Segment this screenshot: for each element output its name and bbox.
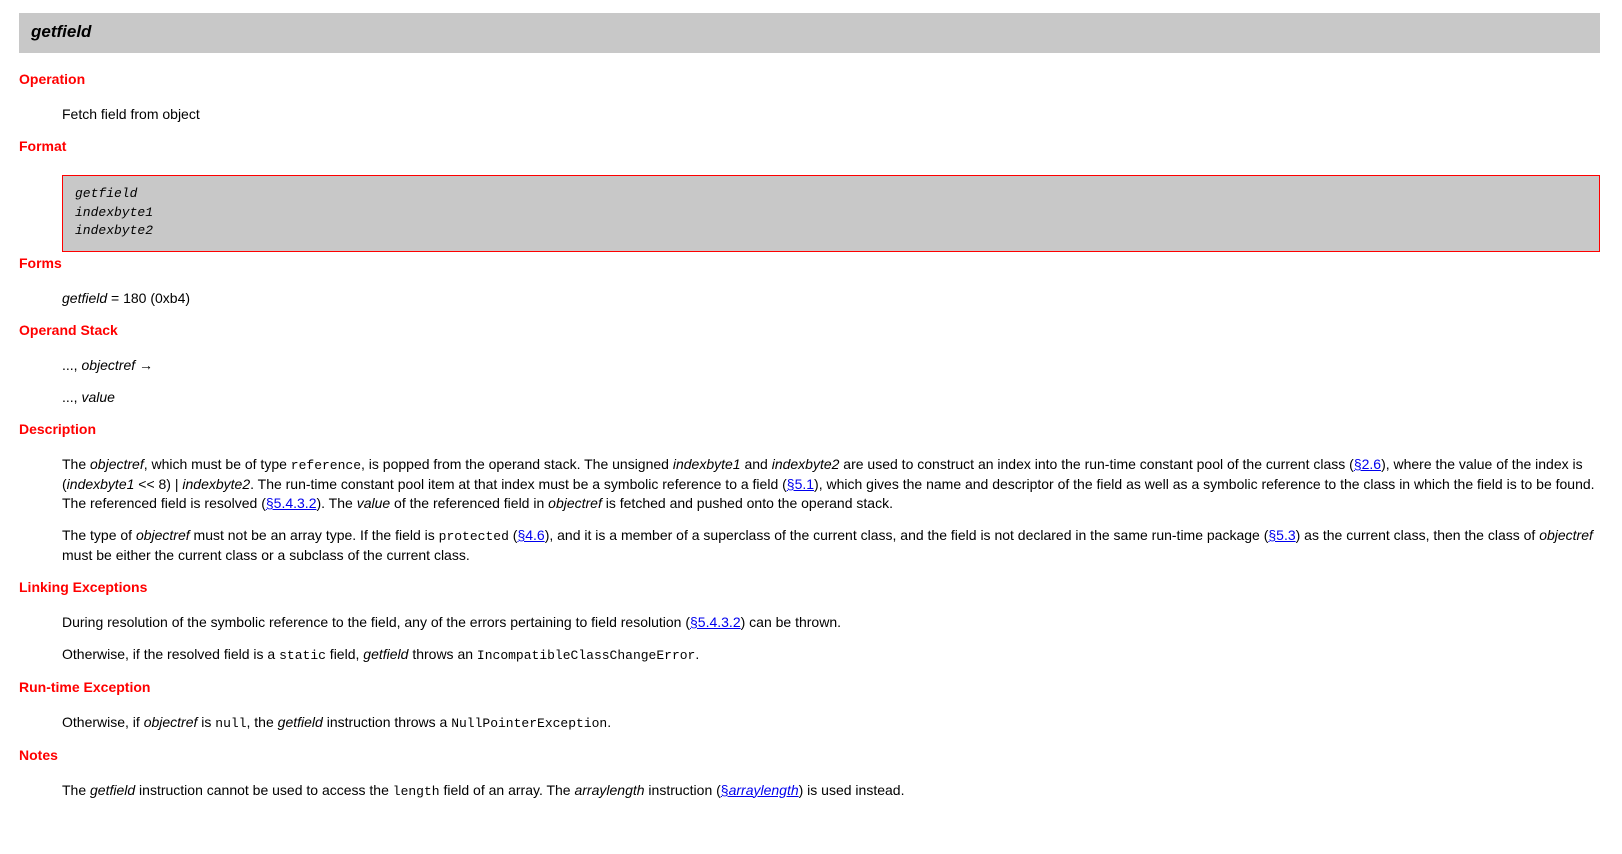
instruction-title: getfield bbox=[19, 13, 1600, 53]
link-section-5-4-3-2[interactable]: §5.4.3.2 bbox=[690, 613, 741, 630]
operation-heading: Operation bbox=[19, 71, 86, 87]
linking-exceptions-paragraph-1: During resolution of the symbolic reference to the field, any of the errors pertaining to field resolution (§5.4.3.2) can be thrown. bbox=[62, 613, 841, 630]
linking-exceptions-heading: Linking Exceptions bbox=[19, 578, 148, 595]
description-heading: Description bbox=[19, 420, 97, 437]
format-box bbox=[62, 175, 1600, 252]
forms-name: getfield bbox=[62, 289, 108, 306]
stack-prefix: ..., bbox=[62, 388, 82, 405]
operand-stack-heading: Operand Stack bbox=[19, 321, 118, 338]
linking-exceptions-paragraph-2: Otherwise, if the resolved field is a static field, getfield throws an IncompatibleClassChangeError. bbox=[62, 645, 700, 663]
stack-prefix: ..., bbox=[62, 356, 82, 373]
link-section-5-4-3-2[interactable]: §5.4.3.2 bbox=[265, 494, 317, 511]
description-paragraph-1: The objectref, which must be of type reference, is popped from the operand stack. The unsigned indexbyte1 and indexbyte2 are used to construct an index into the run-time constant pool of the current class (§2.6), where the value of the index is (indexbyte1 << 8) | indexbyte2. The run-time constant pool item at that index must be a symbolic reference to a field (§5.1), which gives the name and descriptor of the field as well as a symbolic reference to the class in which the field is to be found. The referenced field is resolved (§5.4.3.2). The value of the referenced field in objectref is fetched and pushed onto the operand stack. bbox=[62, 455, 1595, 511]
operand-stack-after bbox=[62, 388, 1600, 407]
link-arraylength[interactable]: §arraylength bbox=[720, 781, 799, 798]
forms-text bbox=[62, 289, 1600, 308]
operation-text: Fetch field from object bbox=[62, 106, 200, 122]
notes-heading: Notes bbox=[19, 746, 58, 763]
runtime-exception-heading: Run-time Exception bbox=[19, 678, 151, 695]
stack-var: objectref bbox=[81, 356, 136, 373]
link-section-4-6[interactable]: §4.6 bbox=[517, 526, 545, 543]
format-line: indexbyte1 bbox=[75, 204, 154, 220]
instruction-page bbox=[19, 13, 1600, 801]
arrow-icon: → bbox=[135, 356, 154, 373]
forms-value: = 180 (0xb4) bbox=[107, 289, 191, 306]
forms-heading: Forms bbox=[19, 254, 62, 271]
link-section-5-3[interactable]: §5.3 bbox=[1268, 526, 1296, 543]
notes-paragraph: The getfield instruction cannot be used to access the length field of an array. The arraylength instruction (§arraylength) is used instead. bbox=[62, 781, 905, 799]
runtime-exception-paragraph: Otherwise, if objectref is null, the getfield instruction throws a NullPointerException. bbox=[62, 713, 612, 731]
format-line: indexbyte2 bbox=[75, 223, 154, 238]
format-heading: Format bbox=[19, 138, 67, 154]
link-section-5-1[interactable]: §5.1 bbox=[786, 475, 815, 492]
format-line: getfield bbox=[75, 186, 138, 201]
description-paragraph-2: The type of objectref must not be an array type. If the field is protected (§4.6), and it is a member of a superclass of the current class, and the field is not declared in the same run-time package (§5.3) as the current class, then the class of objectref must be either the current class or a subclass of the current class. bbox=[62, 526, 1593, 563]
link-section-2-6[interactable]: §2.6 bbox=[1353, 455, 1382, 472]
stack-var: value bbox=[81, 388, 115, 405]
operand-stack-before bbox=[62, 356, 1600, 375]
